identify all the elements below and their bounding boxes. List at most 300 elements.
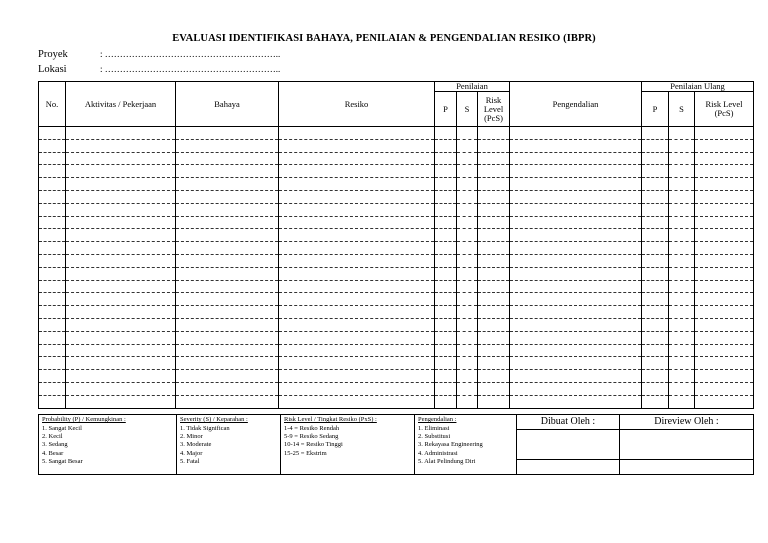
table-row (39, 242, 754, 255)
proyek-label: Proyek (38, 49, 68, 60)
direview-oleh-name-box (620, 460, 754, 475)
table-cell (39, 139, 66, 152)
table-cell (478, 139, 510, 152)
table-cell (435, 331, 457, 344)
table-cell (66, 382, 176, 395)
table-cell (39, 152, 66, 165)
table-cell (642, 267, 669, 280)
table-body (39, 127, 754, 409)
lokasi-line (38, 64, 280, 75)
table-cell (695, 178, 754, 191)
severity-title: Severity (S) / Keparahan : (180, 416, 248, 423)
pengendalian-item: 5. Alat Pelindung Diri (418, 457, 476, 465)
table-cell (457, 382, 478, 395)
table-cell (39, 127, 66, 140)
table-cell (669, 165, 695, 178)
document-title: EVALUASI IDENTIFIKASI BAHAYA, PENILAIAN & PENGENDALIAN RESIKO (IBPR) (172, 33, 596, 44)
table-row (39, 152, 754, 165)
table-cell (39, 318, 66, 331)
table-cell (176, 254, 279, 267)
table-row (39, 203, 754, 216)
table-cell (695, 331, 754, 344)
risk-level-item: 1-4 = Resiko Rendah (284, 425, 340, 432)
table-cell (176, 267, 279, 280)
table-cell (66, 280, 176, 293)
probability-item: 4. Besar (42, 449, 64, 457)
table-cell (66, 139, 176, 152)
table-cell (279, 331, 435, 344)
table-cell (695, 254, 754, 267)
table-cell (478, 293, 510, 306)
header-p-ulang: P (642, 92, 669, 127)
table-cell (457, 395, 478, 408)
table-cell (642, 293, 669, 306)
table-cell (642, 242, 669, 255)
table-cell (510, 190, 642, 203)
table-cell (176, 242, 279, 255)
header-pengendalian: Pengendalian (510, 82, 642, 127)
table-row (39, 370, 754, 383)
table-row (39, 229, 754, 242)
legend-table (38, 414, 754, 475)
table-cell (435, 344, 457, 357)
table-cell (478, 229, 510, 242)
table-cell (176, 178, 279, 191)
table-cell (478, 254, 510, 267)
table-cell (39, 190, 66, 203)
table-cell (457, 242, 478, 255)
table-cell (66, 344, 176, 357)
table-cell (279, 280, 435, 293)
table-cell (279, 382, 435, 395)
table-cell (66, 395, 176, 408)
table-cell (176, 331, 279, 344)
table-cell (66, 254, 176, 267)
lokasi-label: Lokasi (38, 64, 67, 75)
table-cell (279, 203, 435, 216)
table-cell (695, 152, 754, 165)
table-cell (279, 306, 435, 319)
table-cell (642, 139, 669, 152)
table-cell (435, 190, 457, 203)
table-cell (642, 395, 669, 408)
table-cell (695, 203, 754, 216)
table-cell (695, 127, 754, 140)
table-cell (478, 382, 510, 395)
probability-item: 5. Sangat Besar (42, 457, 83, 465)
table-cell (669, 357, 695, 370)
table-cell (279, 178, 435, 191)
table-cell (510, 280, 642, 293)
table-cell (457, 254, 478, 267)
table-cell (669, 127, 695, 140)
table-cell (279, 152, 435, 165)
table-cell (39, 357, 66, 370)
table-cell (435, 318, 457, 331)
severity-item: 4. Major (180, 449, 203, 457)
risk-level-item: 10-14 = Resiko Tinggi (284, 441, 343, 449)
table-cell (66, 203, 176, 216)
table-cell (435, 370, 457, 383)
table-cell (669, 229, 695, 242)
table-cell (39, 370, 66, 383)
table-cell (279, 229, 435, 242)
table-cell (457, 203, 478, 216)
table-cell (39, 395, 66, 408)
table-cell (510, 242, 642, 255)
table-cell (695, 395, 754, 408)
header-no: No. (39, 82, 66, 127)
table-cell (66, 242, 176, 255)
table-cell (176, 216, 279, 229)
table-row (39, 280, 754, 293)
table-cell (669, 254, 695, 267)
table-cell (695, 382, 754, 395)
table-cell (695, 293, 754, 306)
table-cell (435, 216, 457, 229)
pengendalian-item: 4. Administrasi (418, 449, 458, 457)
table-cell (279, 395, 435, 408)
table-cell (39, 306, 66, 319)
table-cell (510, 382, 642, 395)
table-cell (642, 357, 669, 370)
dibuat-oleh-label: Dibuat Oleh : (517, 415, 620, 430)
table-cell (435, 242, 457, 255)
table-cell (39, 382, 66, 395)
table-cell (279, 216, 435, 229)
table-cell (176, 395, 279, 408)
table-cell (176, 370, 279, 383)
direview-oleh-signature-box (620, 430, 754, 460)
table-cell (457, 178, 478, 191)
table-cell (478, 165, 510, 178)
table-cell (478, 216, 510, 229)
header-aktivitas: Aktivitas / Pekerjaan (66, 82, 176, 127)
table-cell (510, 152, 642, 165)
header-penilaian-ulang: Penilaian Ulang (642, 82, 754, 92)
table-cell (435, 254, 457, 267)
severity-item: 5. Fatal (180, 457, 200, 465)
table-cell (66, 370, 176, 383)
risk-level-title: Risk Level / Tingkat Resiko (PxS) : (284, 416, 377, 423)
header-risk-level-ulang: Risk Level (PcS) (695, 92, 754, 127)
table-cell (39, 254, 66, 267)
table-cell (457, 127, 478, 140)
pengendalian-item: 1. Eliminasi (418, 425, 450, 432)
table-cell (478, 331, 510, 344)
table-row (39, 165, 754, 178)
table-cell (642, 216, 669, 229)
table-cell (695, 357, 754, 370)
direview-oleh-label: Direview Oleh : (620, 415, 754, 430)
header-risk-level: Risk Level (PcS) (478, 92, 510, 127)
legend-probability (39, 415, 177, 475)
table-cell (66, 331, 176, 344)
table-cell (435, 280, 457, 293)
severity-item: 1. Tidak Significan (180, 425, 230, 432)
table-cell (642, 306, 669, 319)
severity-item: 2. Minor (180, 433, 203, 441)
table-cell (435, 139, 457, 152)
table-cell (478, 203, 510, 216)
table-cell (510, 357, 642, 370)
table-cell (642, 152, 669, 165)
header-bahaya: Bahaya (176, 82, 279, 127)
table-cell (478, 306, 510, 319)
ibpr-table (38, 81, 754, 409)
legend-risk-level (281, 415, 415, 475)
table-cell (66, 293, 176, 306)
table-cell (279, 357, 435, 370)
table-cell (669, 370, 695, 383)
table-cell (176, 190, 279, 203)
table-cell (66, 178, 176, 191)
table-cell (642, 331, 669, 344)
severity-item: 3. Moderate (180, 441, 212, 449)
table-cell (66, 216, 176, 229)
table-cell (695, 229, 754, 242)
table-cell (510, 165, 642, 178)
table-cell (669, 344, 695, 357)
table-cell (478, 242, 510, 255)
table-cell (457, 293, 478, 306)
legend-severity (177, 415, 281, 475)
table-cell (669, 306, 695, 319)
table-cell (478, 395, 510, 408)
table-cell (695, 318, 754, 331)
table-cell (176, 229, 279, 242)
table-cell (279, 127, 435, 140)
table-row (39, 318, 754, 331)
table-cell (695, 344, 754, 357)
table-cell (435, 293, 457, 306)
table-cell (695, 216, 754, 229)
table-cell (642, 318, 669, 331)
table-cell (695, 280, 754, 293)
table-cell (176, 306, 279, 319)
table-cell (642, 127, 669, 140)
table-cell (39, 280, 66, 293)
table-cell (510, 127, 642, 140)
risk-level-item: 5-9 = Resiko Sedang (284, 433, 339, 441)
table-cell (478, 318, 510, 331)
table-cell (510, 293, 642, 306)
table-row (39, 357, 754, 370)
table-cell (435, 229, 457, 242)
table-cell (669, 216, 695, 229)
table-cell (457, 344, 478, 357)
probability-title: Probability (P) / Kemungkinan : (42, 416, 126, 423)
table-row (39, 139, 754, 152)
table-cell (669, 318, 695, 331)
table-cell (435, 357, 457, 370)
table-cell (669, 382, 695, 395)
dibuat-oleh-signature-box (517, 430, 620, 460)
table-cell (478, 344, 510, 357)
table-cell (457, 165, 478, 178)
table-cell (695, 165, 754, 178)
table-cell (457, 229, 478, 242)
table-cell (66, 165, 176, 178)
table-cell (669, 190, 695, 203)
table-row (39, 306, 754, 319)
table-cell (457, 267, 478, 280)
table-cell (510, 370, 642, 383)
table-cell (176, 344, 279, 357)
header-resiko: Resiko (279, 82, 435, 127)
table-cell (642, 382, 669, 395)
header-s: S (457, 92, 478, 127)
table-cell (39, 293, 66, 306)
table-cell (478, 127, 510, 140)
table-cell (457, 152, 478, 165)
table-cell (669, 267, 695, 280)
table-cell (669, 280, 695, 293)
table-row (39, 331, 754, 344)
table-cell (176, 280, 279, 293)
table-cell (642, 190, 669, 203)
table-cell (642, 370, 669, 383)
table-cell (457, 190, 478, 203)
table-cell (39, 165, 66, 178)
table-cell (478, 280, 510, 293)
table-cell (435, 203, 457, 216)
table-cell (39, 229, 66, 242)
table-cell (510, 318, 642, 331)
table-cell (510, 178, 642, 191)
table-cell (279, 370, 435, 383)
table-cell (510, 267, 642, 280)
table-cell (457, 331, 478, 344)
table-cell (176, 165, 279, 178)
table-cell (279, 344, 435, 357)
table-cell (510, 229, 642, 242)
table-cell (66, 306, 176, 319)
table-cell (669, 395, 695, 408)
table-cell (457, 139, 478, 152)
table-cell (695, 242, 754, 255)
table-cell (457, 216, 478, 229)
table-cell (642, 165, 669, 178)
table-cell (457, 318, 478, 331)
table-cell (176, 127, 279, 140)
table-cell (669, 152, 695, 165)
table-cell (66, 357, 176, 370)
table-cell (510, 331, 642, 344)
table-cell (279, 267, 435, 280)
proyek-value: : ………………………………………………….. (100, 49, 281, 59)
table-cell (642, 280, 669, 293)
table-row (39, 254, 754, 267)
table-cell (478, 267, 510, 280)
table-cell (478, 190, 510, 203)
table-cell (435, 395, 457, 408)
table-cell (176, 139, 279, 152)
table-row (39, 127, 754, 140)
table-cell (695, 370, 754, 383)
table-row (39, 178, 754, 191)
legend-pengendalian (415, 415, 517, 475)
table-cell (510, 203, 642, 216)
table-cell (642, 254, 669, 267)
table-cell (66, 190, 176, 203)
dibuat-oleh-name-box (517, 460, 620, 475)
probability-item: 2. Kecil (42, 433, 63, 441)
table-cell (39, 344, 66, 357)
table-cell (279, 165, 435, 178)
table-cell (669, 139, 695, 152)
table-cell (695, 190, 754, 203)
table-cell (176, 318, 279, 331)
table-cell (176, 152, 279, 165)
table-cell (510, 254, 642, 267)
table-cell (642, 229, 669, 242)
table-cell (176, 293, 279, 306)
table-cell (669, 178, 695, 191)
table-cell (642, 344, 669, 357)
table-cell (66, 127, 176, 140)
table-cell (66, 267, 176, 280)
header-p: P (435, 92, 457, 127)
header-s-ulang: S (669, 92, 695, 127)
pengendalian-title: Pengendalian : (418, 416, 457, 423)
table-row (39, 190, 754, 203)
table-cell (510, 139, 642, 152)
table-cell (279, 293, 435, 306)
table-cell (510, 395, 642, 408)
table-cell (669, 203, 695, 216)
table-cell (435, 178, 457, 191)
table-row (39, 267, 754, 280)
pengendalian-item: 2. Substitusi (418, 433, 451, 441)
table-cell (457, 357, 478, 370)
table-cell (457, 306, 478, 319)
table-cell (478, 357, 510, 370)
table-cell (642, 178, 669, 191)
table-cell (39, 267, 66, 280)
table-cell (435, 267, 457, 280)
table-cell (642, 203, 669, 216)
probability-item: 1. Sangat Kecil (42, 425, 82, 432)
table-cell (176, 357, 279, 370)
table-cell (279, 190, 435, 203)
table-cell (66, 318, 176, 331)
table-cell (695, 139, 754, 152)
table-cell (510, 344, 642, 357)
header-penilaian: Penilaian (435, 82, 510, 92)
probability-item: 3. Sedang (42, 441, 68, 449)
table-cell (39, 216, 66, 229)
table-cell (279, 318, 435, 331)
table-row (39, 395, 754, 408)
table-cell (39, 203, 66, 216)
table-cell (39, 178, 66, 191)
table-cell (435, 306, 457, 319)
table-cell (478, 370, 510, 383)
table-cell (695, 306, 754, 319)
risk-level-item: 15-25 = Ekstrim (284, 449, 327, 457)
table-row (39, 216, 754, 229)
table-cell (669, 331, 695, 344)
table-cell (669, 242, 695, 255)
table-cell (510, 306, 642, 319)
table-cell (435, 382, 457, 395)
table-cell (457, 370, 478, 383)
table-cell (669, 293, 695, 306)
table-cell (279, 242, 435, 255)
table-cell (279, 254, 435, 267)
table-cell (176, 203, 279, 216)
